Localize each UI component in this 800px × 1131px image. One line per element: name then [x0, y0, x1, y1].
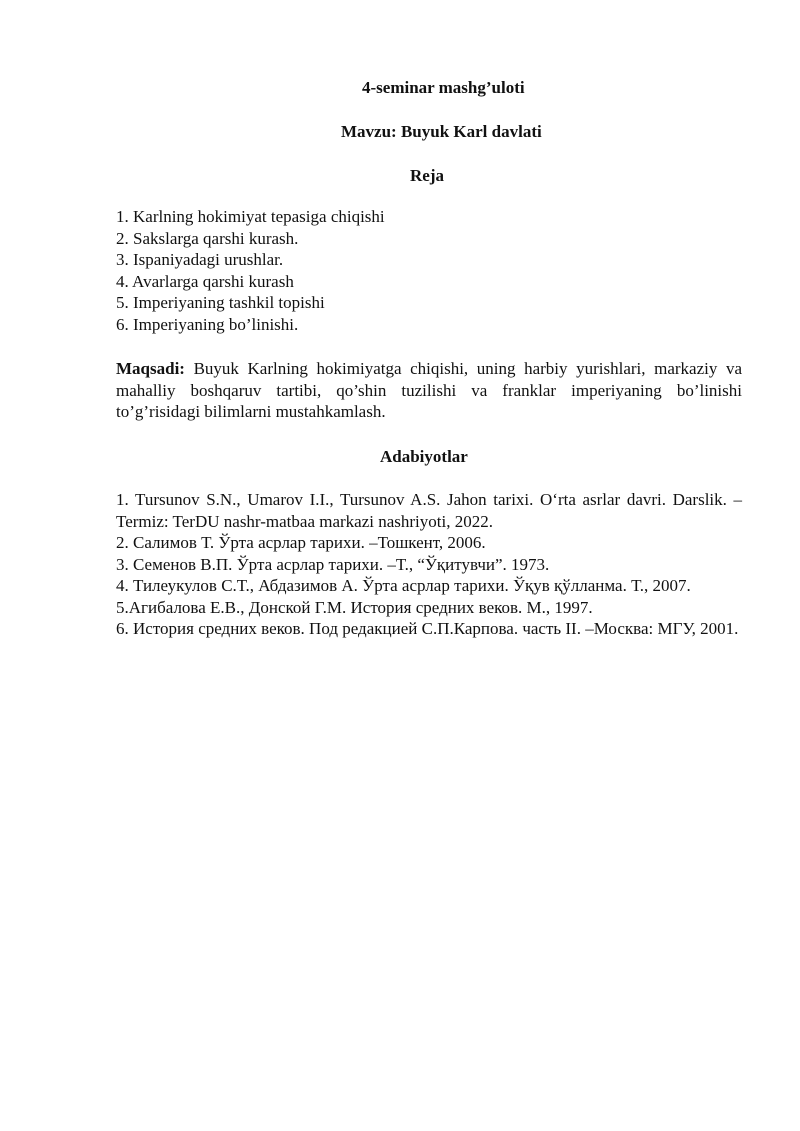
- plan-item: 4. Avarlarga qarshi kurash: [116, 271, 294, 291]
- topic-heading: Mavzu: Buyuk Karl davlati: [341, 122, 542, 141]
- document-page: [116, 0, 742, 1131]
- goal-paragraph: [116, 358, 742, 423]
- plan-item: 1. Karlning hokimiyat tepasiga chiqishi: [116, 207, 385, 226]
- goal-text: Buyuk Karlning hokimiyatga chiqishi, uning harbiy yurishlari, markaziy va mahalliy boshqaruv tartibi, qo’shin tuzilishi va franklar imperiyaning bo’linishi to’g’risidagi bilimlarni mustahkamlash.: [116, 359, 742, 421]
- references-heading: Adabiyotlar: [380, 447, 468, 466]
- plan-heading: Reja: [410, 166, 444, 185]
- plan-list: [116, 206, 385, 335]
- references-list: [116, 489, 742, 640]
- plan-item: 3. Ispaniyadagi urushlar.: [116, 250, 284, 269]
- reference-item: 2. Салимов Т. Ўрта асрлар тарихи. –Тошкент, 2006.: [116, 533, 486, 552]
- seminar-title: 4-seminar mashg’uloti: [362, 78, 525, 97]
- goal-label: Maqsadi:: [116, 359, 185, 378]
- reference-item: 6. История средних веков. Под редакцией С.П.Карпова. часть II. –Москва: МГУ, 2001.: [116, 619, 739, 638]
- plan-item: 6. Imperiyaning bo’linishi.: [116, 314, 299, 334]
- reference-item: 1. Tursunov S.N., Umarov I.I., Tursunov A.S. Jahon tarixi. O‘rta asrlar davri. Darslik. –Termiz: TerDU nashr-matbaa markazi nashriyoti, 2022.: [116, 490, 742, 531]
- reference-item: 4. Тилеукулов С.Т., Абдазимов А. Ўрта асрлар тарихи. Ўқув қўлланма. Т., 2007.: [116, 576, 691, 595]
- reference-item: 3. Семенов В.П. Ўрта асрлар тарихи. –Т., “Ўқитувчи”. 1973.: [116, 554, 550, 574]
- reference-item: 5.Агибалова Е.В., Донской Г.М. История средних веков. М., 1997.: [116, 597, 593, 617]
- plan-item: 2. Sakslarga qarshi kurash.: [116, 228, 299, 248]
- plan-item: 5. Imperiyaning tashkil topishi: [116, 293, 325, 312]
